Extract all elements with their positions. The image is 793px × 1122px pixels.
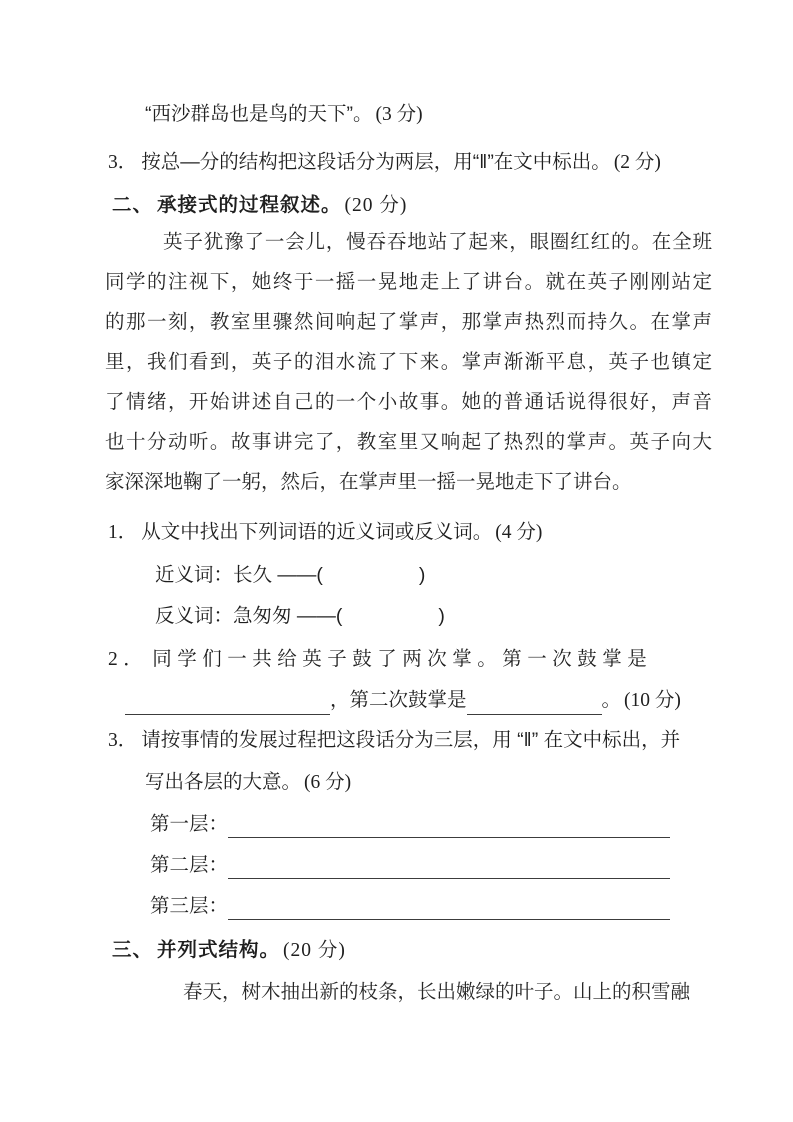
passage-line: 了情绪，开始讲述自己的一个小故事。她的普通话说得很好，声音 [105, 390, 712, 413]
paren-close: ) [418, 564, 426, 586]
question-text: 请按事情的发展过程把这段话分为三层，用 “‖” 在文中标出，并 [141, 729, 681, 751]
section-title: 承接式的过程叙述。 [157, 194, 342, 216]
question-part2-1 [108, 518, 542, 547]
layer-label: 第二层： [150, 854, 229, 876]
question-number: 3． [108, 152, 138, 173]
question-text: 同学们一共给英子鼓了两次掌。第一次鼓掌是 [152, 648, 653, 670]
score-label: (20 分) [283, 940, 346, 961]
question-part1-3 [108, 148, 661, 177]
layer-answer-row-1 [150, 810, 670, 838]
question-number: 3． [108, 730, 138, 751]
paren-close: ) [438, 605, 445, 627]
antonym-line [155, 602, 445, 630]
answer-gap [342, 612, 438, 622]
section-number: 二、 [112, 194, 154, 216]
score-label: (2 分) [613, 152, 661, 173]
question-part2-3-continued [145, 768, 351, 797]
question-text: 按总—分的结构把这段话分为两层，用“‖”在文中标出。 [141, 151, 611, 173]
section-title: 并列式结构。 [157, 939, 281, 961]
question-text: ，第二次鼓掌是 [330, 689, 467, 711]
score-label: (6 分) [304, 772, 352, 793]
passage-line: 的那一刻，教室里骤然间响起了掌声，那掌声热烈而持久。在掌声 [105, 310, 712, 333]
section-number: 三、 [112, 939, 154, 961]
score-label: (3 分) [375, 104, 423, 125]
score-label: (20 分) [344, 195, 408, 216]
section-heading-2 [112, 191, 407, 220]
quote-continuation-line [145, 100, 423, 129]
blank-line [228, 811, 670, 838]
layer-label: 第一层： [150, 813, 229, 835]
quote-text: “西沙群岛也是鸟的天下”。 [145, 103, 373, 125]
passage-line: 也十分动听。故事讲完了，教室里又响起了热烈的掌声。英子向大 [105, 430, 712, 453]
question-part2-3 [108, 726, 680, 755]
answer-gap [323, 571, 419, 581]
antonym-prompt: 反义词：急匆匆 ——( [155, 605, 343, 627]
synonym-prompt: 近义词：长久 ——( [155, 564, 323, 586]
section-heading-3 [112, 936, 346, 965]
blank-line [125, 692, 330, 715]
passage-yingzi [105, 222, 712, 502]
period: 。 [601, 689, 622, 711]
blank-line [228, 852, 670, 879]
score-label: (4 分) [495, 522, 543, 543]
passage-line: 同学的注视下，她终于一摇一晃地走上了讲台。就在英子刚刚站定 [105, 270, 712, 293]
blank-line [467, 692, 602, 715]
question-number: 2． [108, 649, 149, 670]
passage-line: 英子犹豫了一会儿，慢吞吞地站了起来，眼圈红红的。在全班 [163, 230, 712, 253]
layer-answer-row-2 [150, 851, 670, 879]
passage-spring [105, 972, 712, 1012]
synonym-line [155, 561, 425, 589]
layer-label: 第三层： [150, 895, 229, 917]
blank-line [228, 893, 670, 920]
score-label: (10 分) [624, 690, 681, 711]
question-part2-2-blanks [125, 686, 681, 715]
passage-line: 春天，树木抽出新的枝条，长出嫩绿的叶子。山上的积雪融 [183, 980, 691, 1003]
question-text: 写出各层的大意。 [145, 771, 302, 793]
passage-line: 家深深地鞠了一躬，然后，在掌声里一摇一晃地走下了讲台。 [105, 470, 632, 493]
question-number: 1． [108, 522, 138, 543]
passage-line: 里，我们看到，英子的泪水流了下来。掌声渐渐平息，英子也镇定 [105, 350, 712, 373]
question-part2-2 [108, 645, 652, 674]
question-text: 从文中找出下列词语的近义词或反义词。 [141, 521, 493, 543]
layer-answer-row-3 [150, 892, 670, 920]
